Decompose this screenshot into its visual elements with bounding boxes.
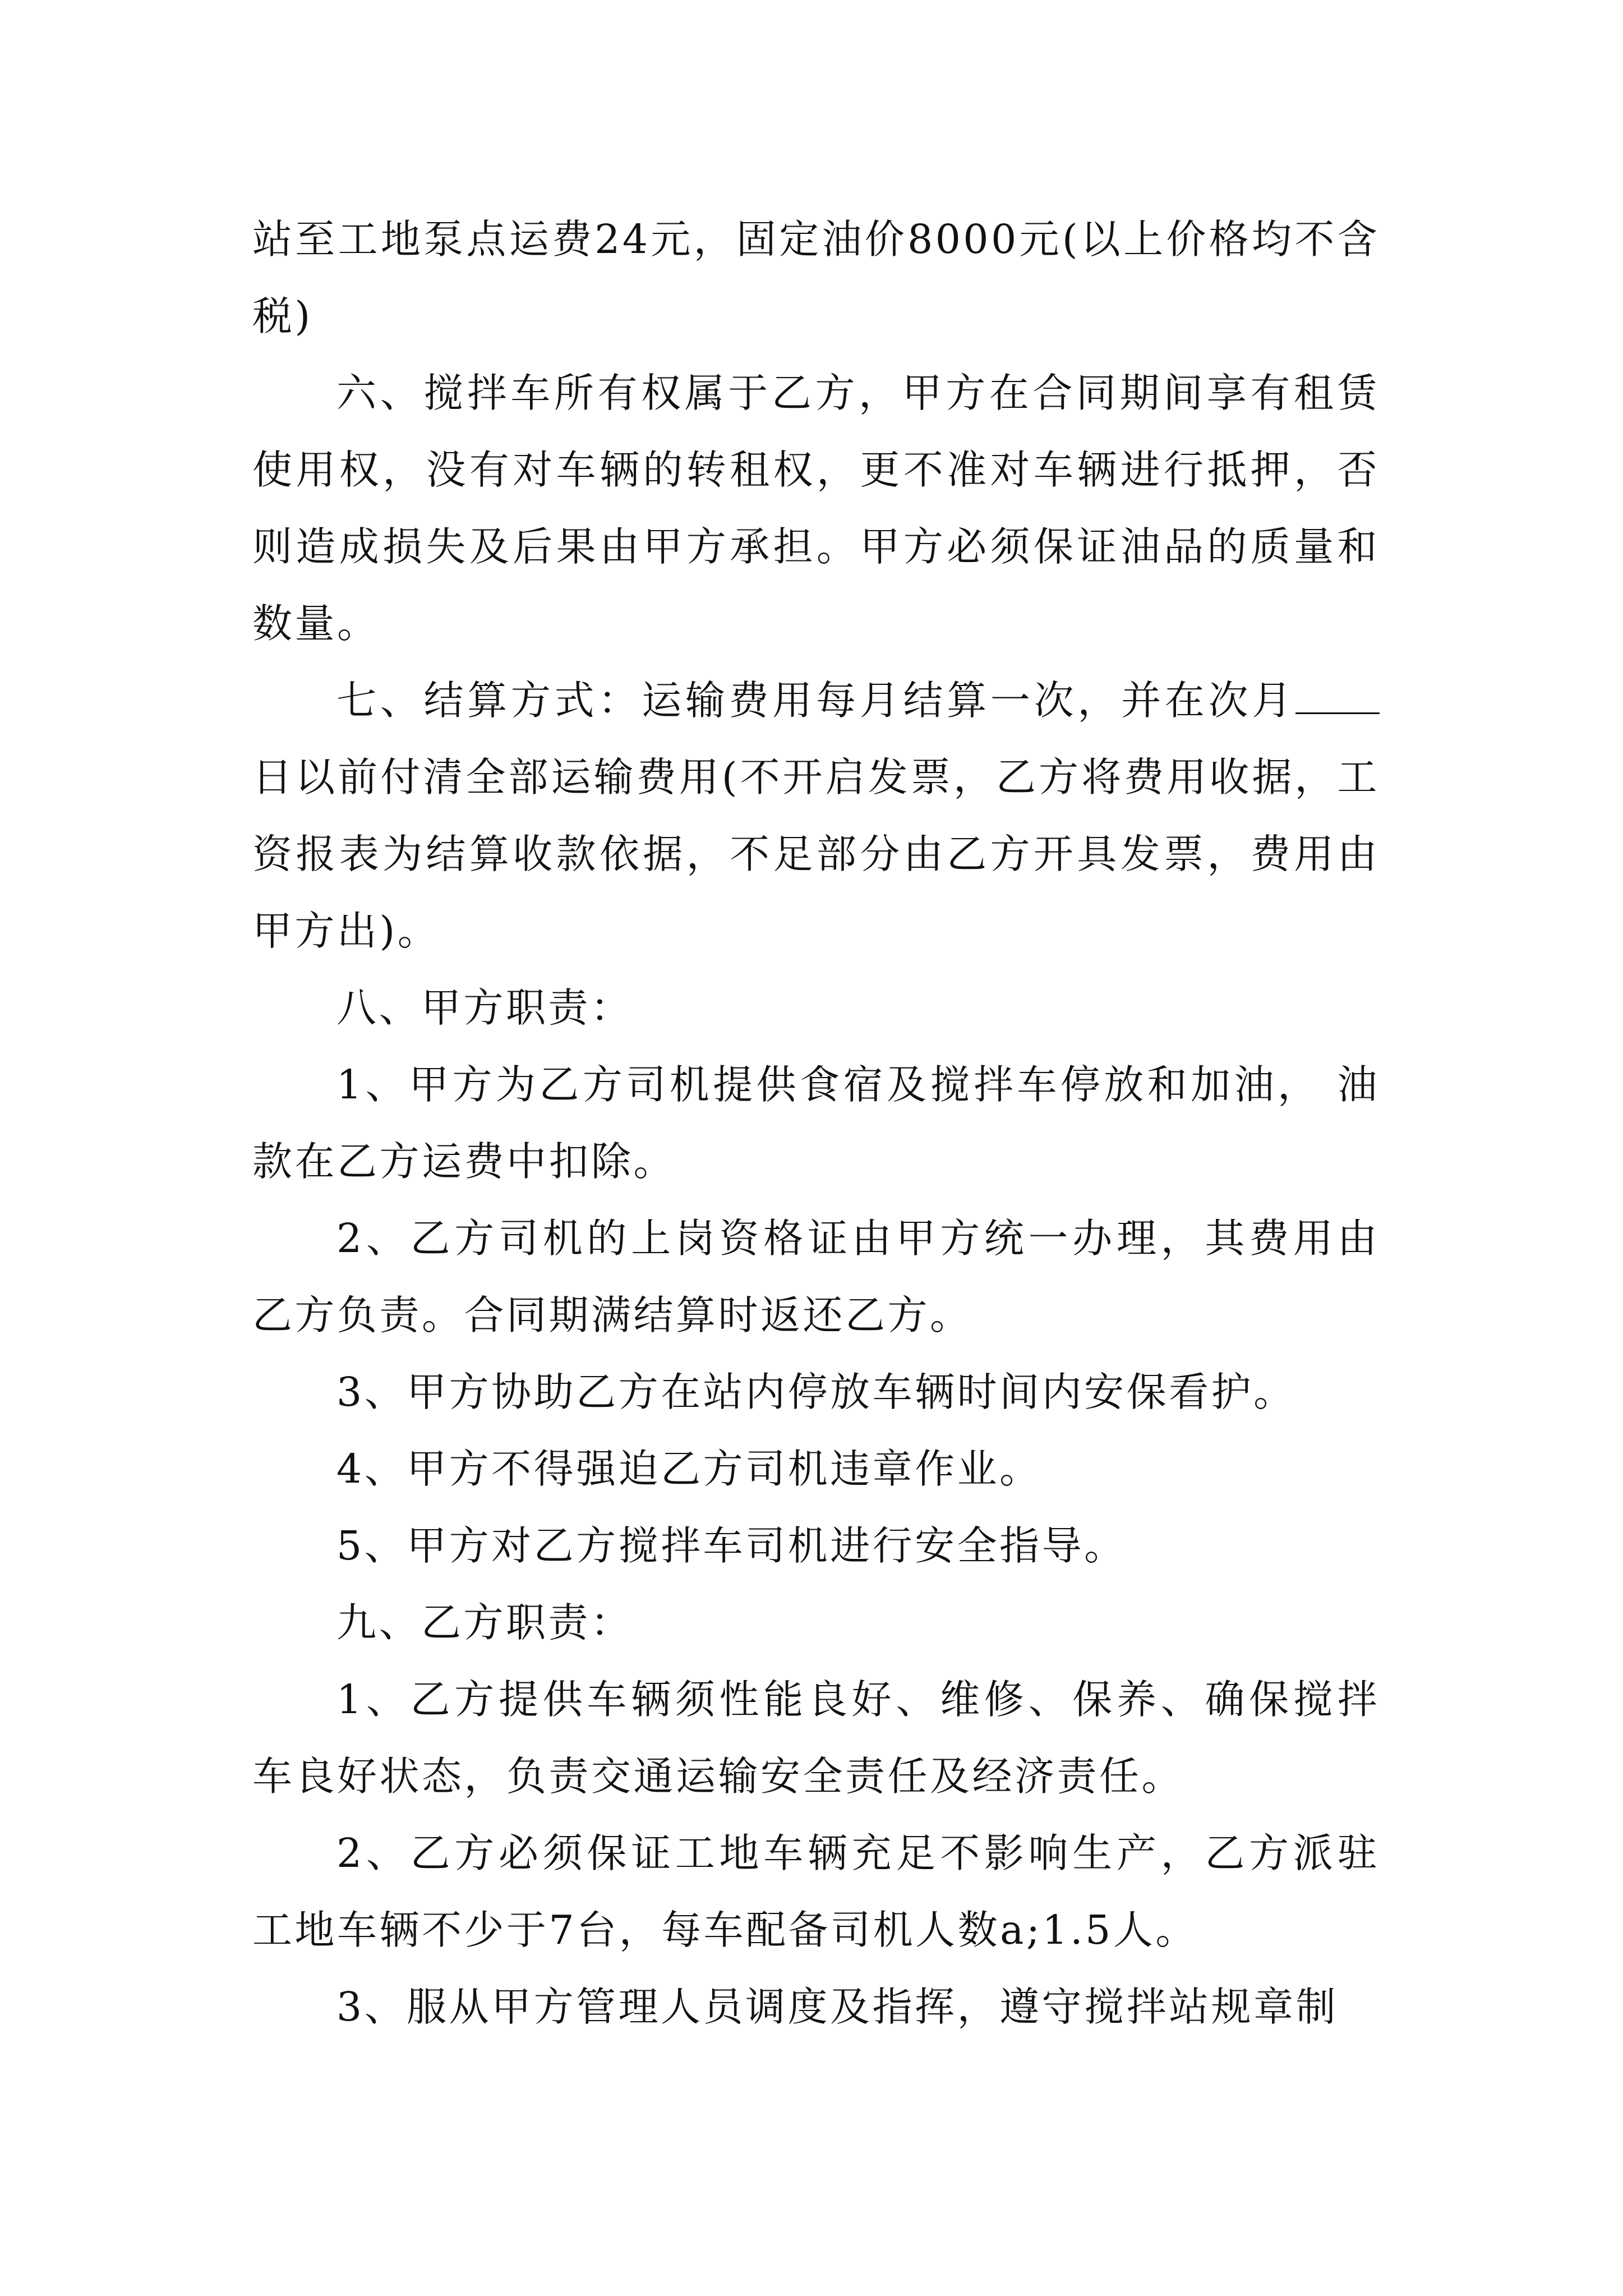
settlement-text-after: 日以前付清全部运输费用(不开启发票，乙方将费用收据，工资报表为结算收款依据，不足部分由乙方开具发票，费用由甲方出)。 [252,754,1380,954]
paragraph-clause-8-item-5: 5、甲方对乙方搅拌车司机进行安全指导。 [336,1522,1127,1569]
paragraph-clause-9-item-1: 1、乙方提供车辆须性能良好、维修、保养、确保搅拌车良好状态，负责交通运输安全责任及经济责任。 [252,1676,1380,1800]
contract-text-body [252,201,1380,2045]
paragraph-clause-8-item-4: 4、甲方不得强迫乙方司机违章作业。 [336,1446,1042,1492]
paragraph-clause-8-item-2: 2、乙方司机的上岗资格证由甲方统一办理，其费用由乙方负责。合同期满结算时返还乙方。 [252,1215,1380,1338]
paragraph-freight-price: 站至工地泵点运费24元，固定油价8000元(以上价格均不含税) [252,216,1380,339]
paragraph-clause-7-settlement [252,662,1380,969]
paragraph-clause-9-item-3: 3、服从甲方管理人员调度及指挥，遵守搅拌站规章制 [336,1984,1339,2030]
paragraph-clause-6-ownership: 六、搅拌车所有权属于乙方，甲方在合同期间享有租赁使用权，没有对车辆的转租权，更不准对车辆进行抵押，否则造成损失及后果由甲方承担。甲方必须保证油品的质量和数量。 [252,370,1380,647]
paragraph-clause-8-heading: 八、甲方职责： [336,984,633,1031]
paragraph-clause-9-heading: 九、乙方职责： [336,1599,633,1646]
settlement-text-before: 七、结算方式：运输费用每月结算一次，并在次月 [336,677,1295,724]
paragraph-clause-9-item-2: 2、乙方必须保证工地车辆充足不影响生产，乙方派驻工地车辆不少于7台，每车配备司机人数a;1.5人。 [252,1830,1380,1953]
paragraph-clause-8-item-1: 1、甲方为乙方司机提供食宿及搅拌车停放和加油， 油款在乙方运费中扣除。 [252,1061,1380,1185]
paragraph-clause-8-item-3: 3、甲方协助乙方在站内停放车辆时间内安保看护。 [336,1369,1296,1415]
blank-day-field [1295,677,1380,714]
